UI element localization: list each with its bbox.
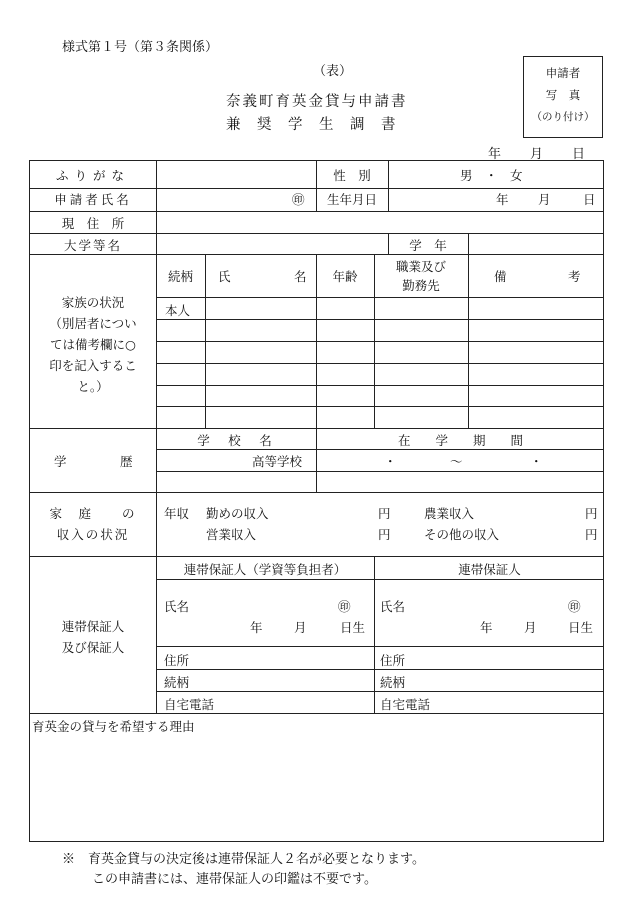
hline-family-5 bbox=[156, 385, 603, 386]
edu-high-school: 高等学校 bbox=[252, 454, 303, 469]
sex-options: 男 ・ 女 bbox=[460, 168, 523, 183]
date-month: 月 bbox=[530, 147, 544, 162]
family-col-remarks-1: 備 bbox=[494, 269, 507, 284]
guarantor-label-1: 連帯保証人 bbox=[61, 619, 125, 634]
application-form bbox=[29, 160, 604, 842]
hline-edu-2 bbox=[156, 471, 603, 472]
income-section-label bbox=[30, 503, 156, 545]
guarantor2-name-label: 氏名 bbox=[380, 599, 406, 614]
family-label-line1: 家族の状況 bbox=[61, 295, 125, 310]
form-title: 奈義町育英金貸与申請書 bbox=[226, 94, 408, 110]
edu-label-1: 学 bbox=[54, 454, 67, 469]
income-other-yen: 円 bbox=[585, 527, 598, 542]
dob-day: 日 bbox=[583, 192, 596, 207]
date-year: 年 bbox=[488, 147, 502, 162]
family-col-job-2: 勤務先 bbox=[402, 278, 440, 293]
hline-3 bbox=[30, 233, 603, 234]
family-col-name-1: 氏 bbox=[218, 269, 231, 284]
address-label: 現 住 所 bbox=[61, 216, 125, 231]
guarantor-header-right: 連帯保証人 bbox=[458, 562, 521, 577]
hline-8 bbox=[30, 713, 603, 714]
hline-2 bbox=[30, 211, 603, 212]
vline-grade-value bbox=[468, 233, 469, 254]
hline-guar-4 bbox=[156, 691, 603, 692]
vline-guarantor bbox=[374, 556, 375, 713]
hline-6 bbox=[30, 492, 603, 493]
grade-label: 学 年 bbox=[409, 238, 447, 253]
dob-month: 月 bbox=[538, 192, 551, 207]
income-salary: 勤めの収入 bbox=[206, 506, 269, 521]
guarantor1-name-label: 氏名 bbox=[164, 599, 190, 614]
family-col-age: 年齢 bbox=[332, 269, 358, 284]
guarantor2-address: 住所 bbox=[380, 653, 406, 668]
note-line-2: この申請書には、連帯保証人の印鑑は不要です。 bbox=[92, 872, 377, 887]
family-label-line3: ては備考欄に○ bbox=[50, 337, 136, 352]
income-label-1: 家 庭 の bbox=[49, 506, 137, 521]
guarantor2-birth-month: 月 bbox=[524, 620, 537, 635]
photo-label-3: （のり付け） bbox=[531, 111, 595, 123]
hline-7 bbox=[30, 556, 603, 557]
family-col-relation: 続柄 bbox=[167, 269, 193, 284]
hline-family-6 bbox=[156, 406, 603, 407]
photo-label-2: 写 真 bbox=[545, 88, 581, 102]
form-subtitle: 兼 奨 学 生 調 書 bbox=[226, 117, 397, 133]
edu-period-tilde: ～ bbox=[450, 454, 463, 469]
guarantor2-birth-day: 日生 bbox=[568, 620, 594, 635]
sex-label: 性 別 bbox=[333, 168, 371, 183]
guarantor2-seal: ㊞ bbox=[568, 599, 581, 614]
income-label-2: 収入の状況 bbox=[56, 527, 130, 542]
vline-relation bbox=[205, 254, 206, 428]
guarantor1-address: 住所 bbox=[164, 653, 190, 668]
family-section-label bbox=[30, 292, 156, 397]
income-business-yen: 円 bbox=[378, 527, 391, 542]
family-col-remarks-2: 考 bbox=[568, 269, 581, 284]
applicant-name-label: 申請者氏名 bbox=[54, 192, 132, 207]
hline-1b bbox=[316, 188, 603, 189]
guarantor2-birth-year: 年 bbox=[480, 620, 493, 635]
guarantor-label-2: 及び保証人 bbox=[61, 640, 125, 655]
guarantor1-birth-month: 月 bbox=[294, 620, 307, 635]
family-label-line5: と。） bbox=[77, 379, 109, 394]
guarantor2-phone: 自宅電話 bbox=[380, 697, 431, 712]
income-farm-yen: 円 bbox=[585, 506, 598, 521]
vline-sex-value bbox=[388, 161, 389, 211]
guarantor-section-label bbox=[30, 616, 156, 658]
dob-year: 年 bbox=[496, 192, 509, 207]
family-col-job-1: 職業及び bbox=[395, 259, 446, 274]
guarantor1-phone: 自宅電話 bbox=[164, 697, 215, 712]
date-day: 日 bbox=[572, 147, 586, 162]
edu-period-dot1: ・ bbox=[384, 454, 397, 469]
vline-remarks bbox=[468, 254, 469, 428]
reason-label: 育英金の貸与を希望する理由 bbox=[32, 719, 195, 734]
hline-family-2 bbox=[156, 319, 603, 320]
edu-label-2: 歴 bbox=[120, 454, 133, 469]
guarantor-header-left: 連帯保証人（学資等負担者） bbox=[183, 562, 347, 577]
university-label: 大学等名 bbox=[63, 238, 122, 253]
edu-col-period: 在 学 期 間 bbox=[397, 433, 523, 448]
hline-family-3 bbox=[156, 341, 603, 342]
form-number: 様式第１号（第３条関係） bbox=[62, 40, 219, 55]
front-side-label: （表） bbox=[313, 64, 353, 79]
dob-label: 生年月日 bbox=[326, 192, 377, 207]
family-col-job bbox=[374, 257, 468, 295]
photo-label-1: 申請者 bbox=[545, 66, 581, 80]
furigana-label: ふりがな bbox=[55, 168, 130, 183]
income-business: 営業収入 bbox=[206, 527, 257, 542]
income-annual: 年収 bbox=[164, 506, 190, 521]
edu-col-school: 学 校 名 bbox=[197, 433, 275, 448]
hline-family-4 bbox=[156, 363, 603, 364]
guarantor1-seal: ㊞ bbox=[338, 599, 351, 614]
guarantor1-birth-year: 年 bbox=[250, 620, 263, 635]
note-line-1: ※ 育英金貸与の決定後は連帯保証人２名が必要となります。 bbox=[62, 852, 425, 867]
income-other: その他の収入 bbox=[424, 527, 500, 542]
income-salary-yen: 円 bbox=[378, 506, 391, 521]
hline-family-1 bbox=[156, 297, 603, 298]
applicant-seal: ㊞ bbox=[292, 192, 305, 207]
guarantor1-relation: 続柄 bbox=[164, 675, 190, 690]
family-col-name-2: 名 bbox=[294, 269, 307, 284]
family-label-line2: （別居者につい bbox=[49, 316, 137, 331]
family-label-line4: 印を記入するこ bbox=[49, 358, 137, 373]
hline-edu-1 bbox=[156, 449, 603, 450]
hline-guar-2 bbox=[156, 646, 603, 647]
hline-guar-3 bbox=[156, 669, 603, 670]
income-farm: 農業収入 bbox=[424, 506, 475, 521]
guarantor1-birth-day: 日生 bbox=[340, 620, 366, 635]
guarantor2-relation: 続柄 bbox=[380, 675, 406, 690]
photo-box bbox=[523, 56, 603, 138]
edu-period-dot2: ・ bbox=[530, 454, 543, 469]
hline-guar-1 bbox=[156, 579, 603, 580]
family-row-self: 本人 bbox=[165, 303, 191, 318]
